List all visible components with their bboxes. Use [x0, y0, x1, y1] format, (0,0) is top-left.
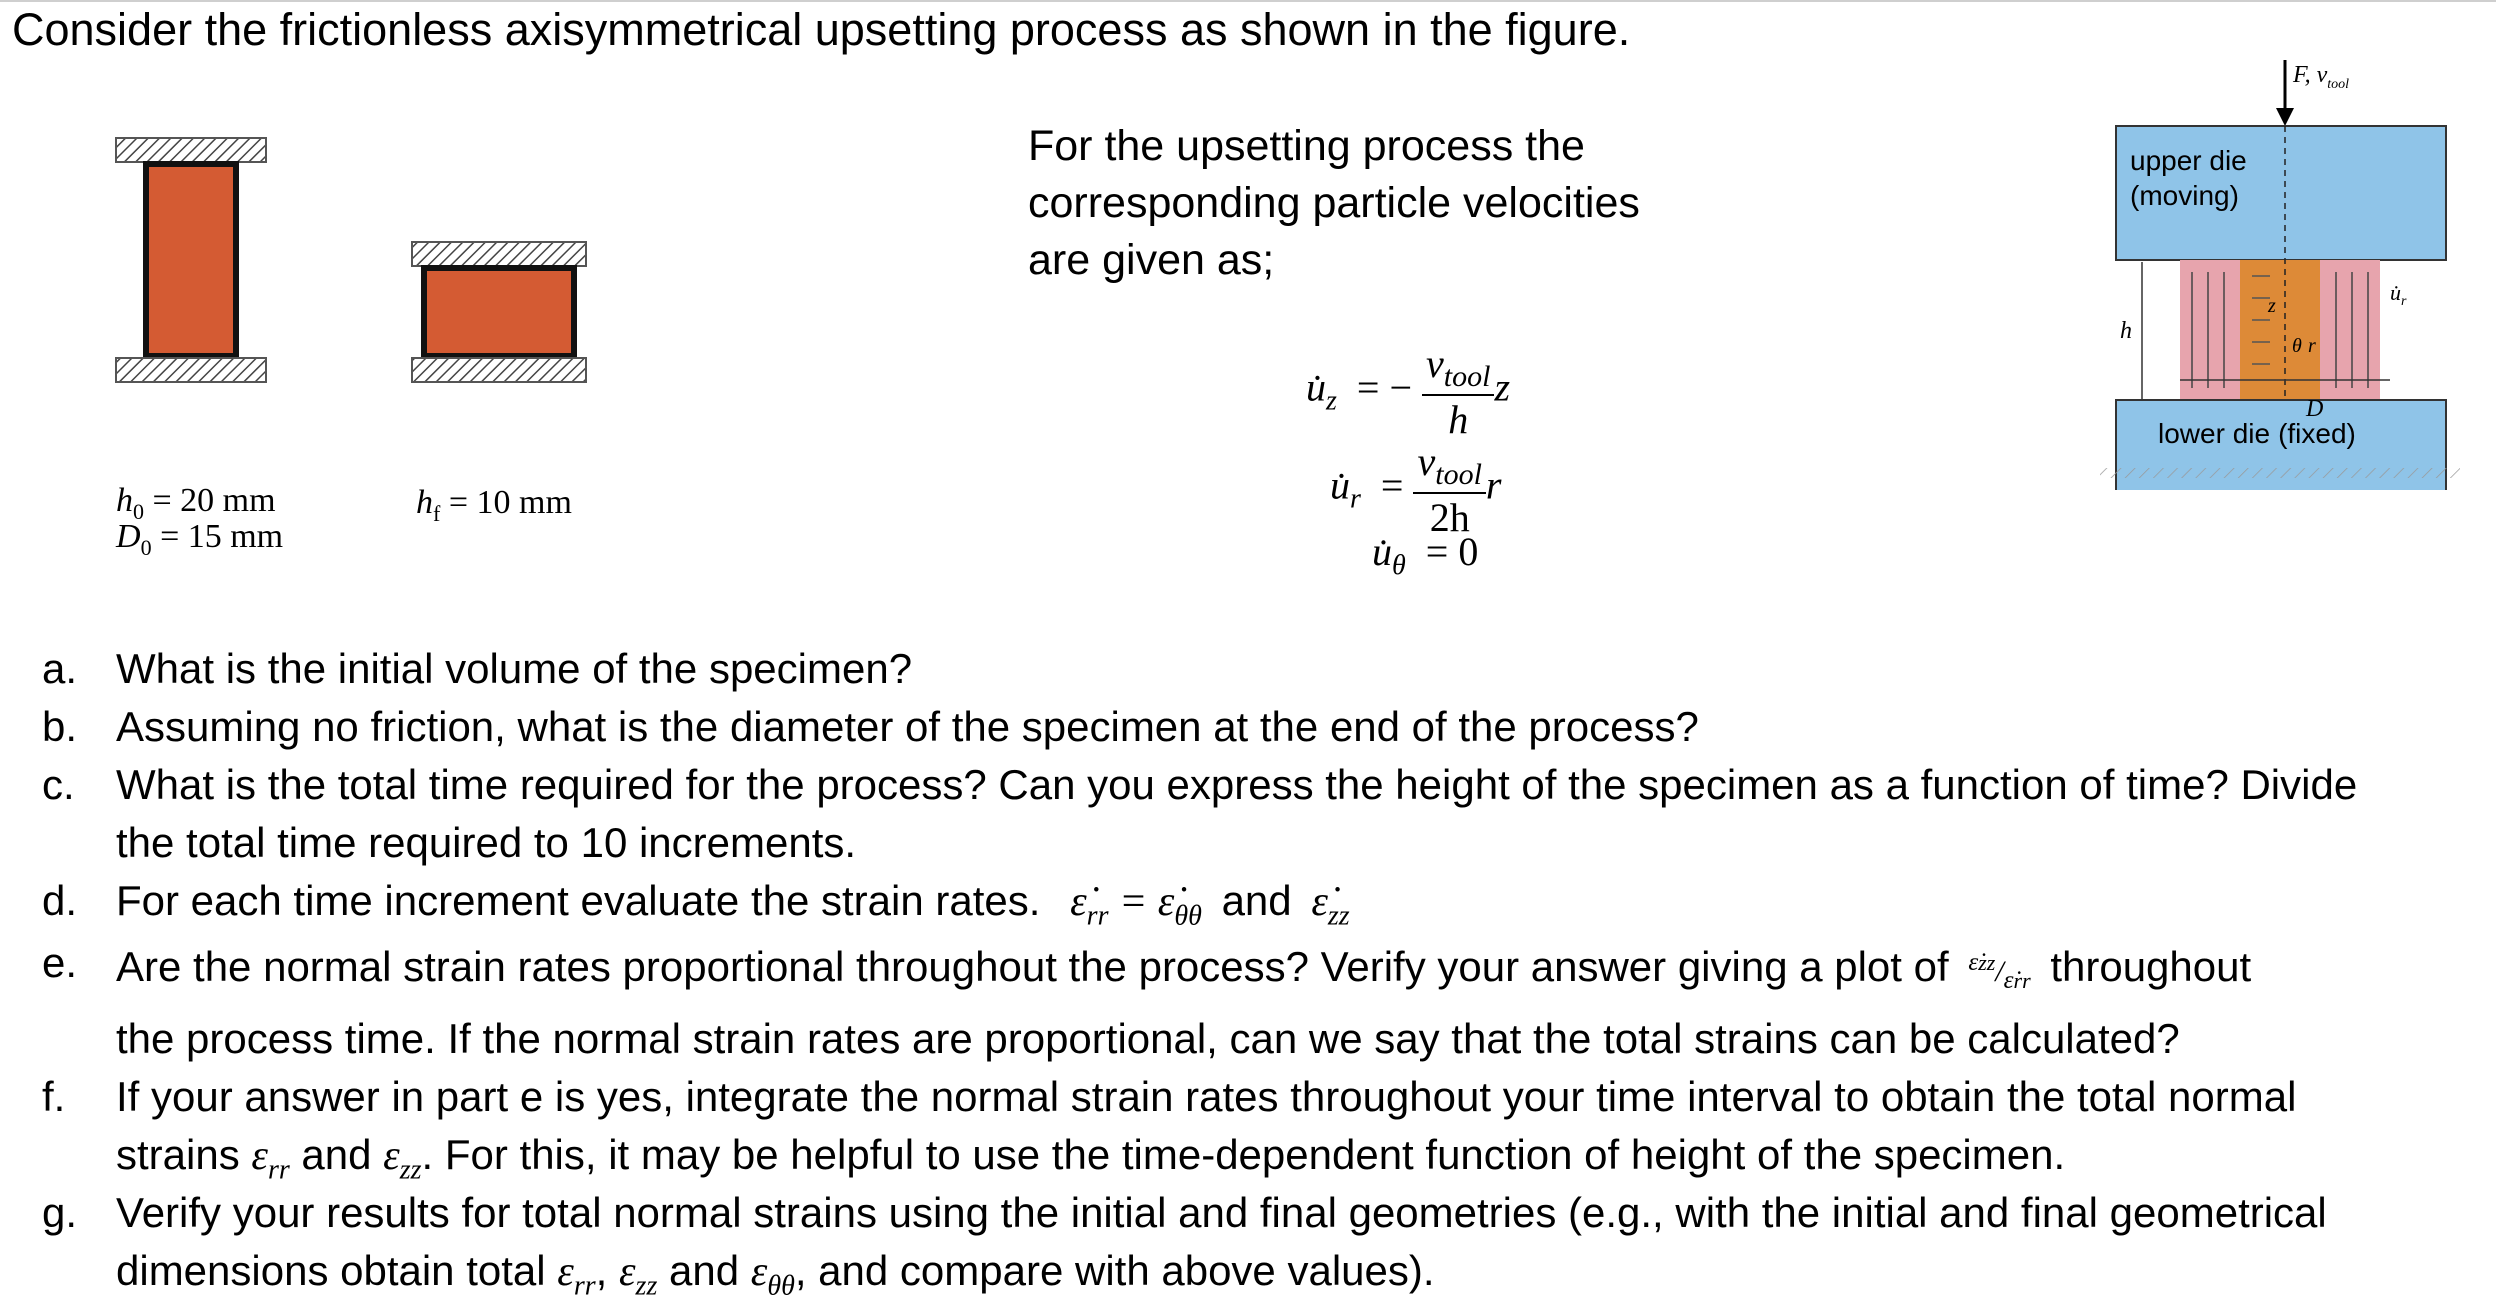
force-label: F, $v_{tool}$ [2293, 62, 2349, 92]
specimen-figure [110, 130, 630, 390]
top-border [0, 0, 2496, 2]
r-label: r [2308, 335, 2316, 357]
final-workpiece [424, 268, 574, 356]
initial-diameter-label: $D_0 = 15$ mm [116, 518, 284, 560]
initial-workpiece [146, 164, 236, 356]
final-upper-platen [412, 242, 586, 266]
initial-lower-platen [116, 358, 266, 382]
question-list: a. What is the initial volume of the specimen? b. Assuming no friction, what is the diameter of the specimen at the end of the process? c. What is the total time required for the process? Can you express the height of the specimen as a function of time? Divide the total time required to 10 increments. d. For each time increment evaluate the strain rates. $\varepsiloṅ_{rr}$ = $\varepsiloṅ_{\theta\theta}$ and $\varepsiloṅ_{zz}$ e. Are the normal strain rates proportional throughout the process? Verify your answer giving a plot of $^{\varepsiloṅzz}/_{\varepsiloṅrr}$ throughout the process time. If the normal strain rates are proportional, can we say that the total strains can be calculated? f. If your answer in part e is yes, integrate the normal strain rates throughout your time interval to obtain the total normal strains $\varepsilon_{rr}$ and $\varepsilon_{zz}$. For this, it may be helpful to use the time-dependent function of height of the specimen. g. Verify your results for total normal strains using the initial and final geometries (e.g., with the initial and final geometrical dimensions obtain total $\varepsilon_{rr}$, $\varepsilon_{zz}$ and $\varepsilon_{\theta\theta}$, and compare with above values). [42, 645, 2358, 1302]
initial-specimen [116, 138, 266, 382]
equation-utheta: $u̇_\theta = 0$ [1372, 529, 1479, 581]
initial-upper-platen [116, 138, 266, 162]
final-specimen [412, 242, 586, 382]
h-label: h [2120, 318, 2132, 344]
theta-label: θ [2292, 335, 2302, 357]
force-arrow-head [2276, 108, 2294, 126]
initial-height-label: $h_0 = 20$ mm [116, 482, 276, 524]
lower-die-label: lower die (fixed) [2158, 418, 2356, 449]
upsetting-die-diagram [2100, 50, 2460, 490]
ground-hatch [2100, 468, 2460, 478]
equation-ur: $u̇_r$ = $\frac{v_{tool}}{2h}$ r [1330, 439, 1502, 540]
velocity-intro-text: For the upsetting process the corresponding particle velocities are given as; [1028, 122, 1640, 284]
final-height-label: $h_f = 10$ mm [416, 484, 572, 526]
specimen-core [2240, 260, 2320, 400]
upper-die-label: upper die [2130, 145, 2247, 176]
final-lower-platen [412, 358, 586, 382]
equation-uz: $u̇_z$ = − $\frac{v_{tool}}{h}$ z [1306, 341, 1511, 442]
z-label: z [2268, 295, 2276, 317]
upper-die-sub: (moving) [2130, 180, 2239, 211]
problem-title: Consider the frictionless axisymmetrical upsetting process as shown in the figure. [12, 4, 1631, 55]
d-label: D [2306, 396, 2324, 422]
ur-label: $u̇_r$ [2390, 280, 2407, 309]
